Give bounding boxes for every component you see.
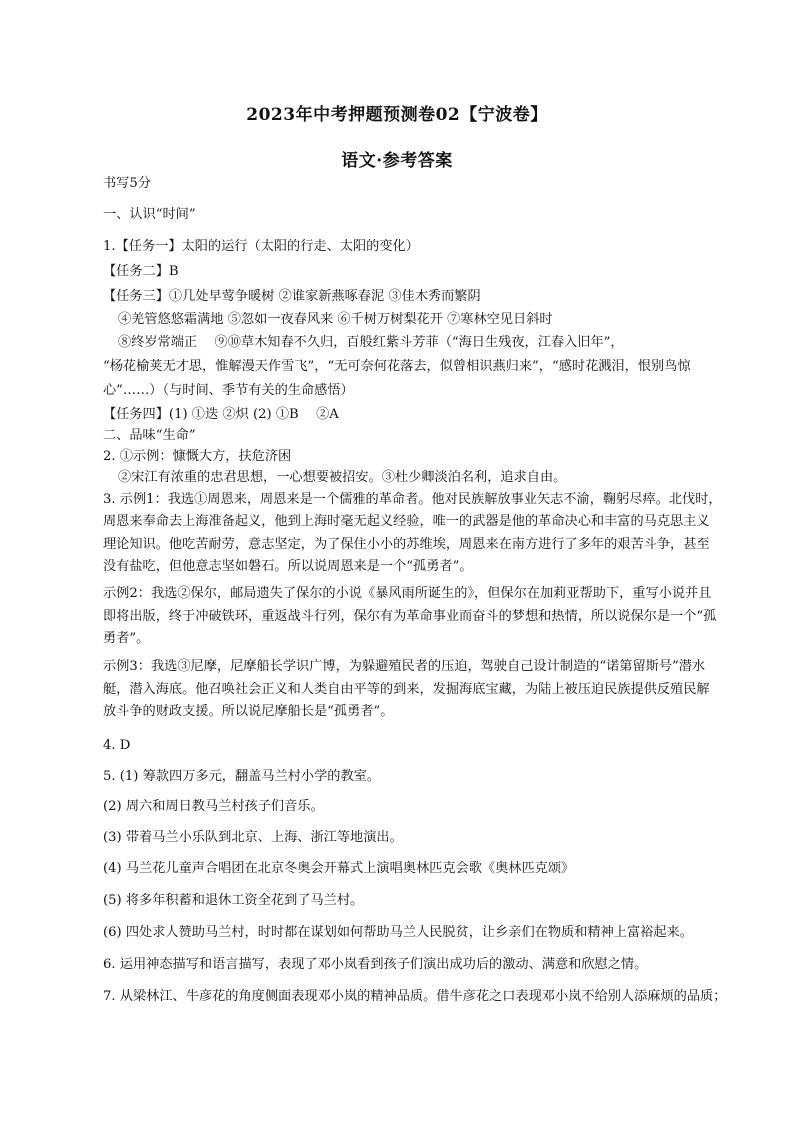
text-line: 一、认识“时间”: [103, 207, 196, 222]
text-line: 示例3：我选③尼摩，尼摩船长学识广博，为躲避殖民者的压迫，驾驶自己设计制造的“诺第留斯号”潜水: [103, 659, 706, 674]
text-line: 理论知识。他吃苦耐劳，意志坚定，为了保住小小的苏维埃，周恩来在南方进行了多年的艰苦斗争，甚至: [103, 537, 710, 552]
text-line: 示例2：我选②保尔，邮局遗失了保尔的小说《暴风雨所诞生的》，但保尔在加莉亚帮助下，重写小说并且: [103, 586, 712, 601]
text-line: 周恩来奉命去上海准备起义，他到上海时毫无起义经验，唯一的武器是他的革命决心和丰富的马克思主义: [103, 514, 710, 529]
text-line: 心”……）（与时间、季节有关的生命感悟）: [103, 383, 354, 398]
text-line: 5. (1) 筹款四万多元，翻盖马兰村小学的教室。: [103, 769, 381, 784]
text-line: 勇者”。: [103, 631, 150, 646]
text-line: (6) 四处求人赞助马兰村，时时都在谋划如何帮助马兰人民脱贫，让乡亲们在物质和精神上富裕起来。: [103, 925, 693, 940]
text-line: ④羌管悠悠霜满地 ⑤忽如一夜春风来 ⑥千树万树梨花开 ⑦寒林空见日斜时: [118, 312, 553, 327]
document-subtitle: 语文·参考答案: [341, 151, 453, 171]
text-line: 4. D: [103, 738, 131, 753]
text-line: (3) 带着马兰小乐队到北京、上海、浙江等地演出。: [103, 830, 403, 845]
text-line: 7. 从梁林江、牛彦花的角度侧面表现邓小岚的精神品质。借牛彦花之口表现邓小岚不给别人添麻烦的品质；: [103, 989, 727, 1004]
text-line: (5) 将多年积蓄和退休工资全花到了马兰村。: [103, 893, 364, 908]
text-line: 没有盐吃，但他意志坚如磐石。所以说周恩来是一个“孤勇者”。: [103, 559, 473, 574]
text-line: 【任务二】B: [103, 264, 179, 279]
text-line: 【任务四】(1) ①迭 ②炽 (2) ①B ②A: [103, 407, 339, 422]
text-line: 二、品味“生命”: [103, 428, 196, 443]
text-line: 6. 运用神态描写和语言描写，表现了邓小岚看到孩子们演出成功后的激动、满意和欣慰之情。: [103, 957, 648, 972]
text-line: 1.【任务一】太阳的运行（太阳的行走、太阳的变化）: [103, 239, 419, 254]
text-line: 书写5分: [103, 176, 151, 191]
text-line: (4) 马兰花儿童声合唱团在北京冬奥会开幕式上演唱奥林匹克会歌《奥林匹克颂》: [103, 861, 575, 876]
text-line: 放斗争的财政支援。所以说尼摩船长是“孤勇者”。: [103, 704, 394, 719]
text-line: 即将出版，终于冲破铁环，重返战斗行列，保尔有为革命事业而奋斗的梦想和热情，所以说保尔是一个“孤: [103, 609, 717, 624]
text-line: (2) 周六和周日教马兰村孩子们音乐。: [103, 799, 324, 814]
text-line: 【任务三】①几处早莺争暖树 ②谁家新燕啄春泥 ③佳木秀而繁阴: [103, 289, 481, 304]
text-line: 3. 示例1：我选①周恩来，周恩来是一个儒雅的革命者。他对民族解放事业矢志不渝，鞠躬尽瘁。北伐时，: [103, 492, 722, 507]
text-line: ②宋江有浓重的忠君思想，一心想要被招安。③杜少卿淡泊名利，追求自由。: [118, 470, 567, 485]
text-line: “杨花榆荚无才思，惟解漫天作雪飞”，“无可奈何花落去，似曾相识燕归来”，“感时花溅泪，恨别鸟惊: [103, 359, 691, 374]
text-line: ⑧终岁常端正 ⑨⑩草木知春不久归，百般红紫斗芳菲（“海日生残夜，江春入旧年”，: [118, 335, 624, 350]
document-title: 2023年中考押题预测卷02【宁波卷】: [246, 105, 548, 125]
text-line: 2. ①示例：慷慨大方，扶危济困: [103, 449, 292, 464]
text-line: 艇，潜入海底。他召唤社会正义和人类自由平等的到来，发掘海底宝藏，为陆上被压迫民族提供反殖民解: [103, 682, 710, 697]
